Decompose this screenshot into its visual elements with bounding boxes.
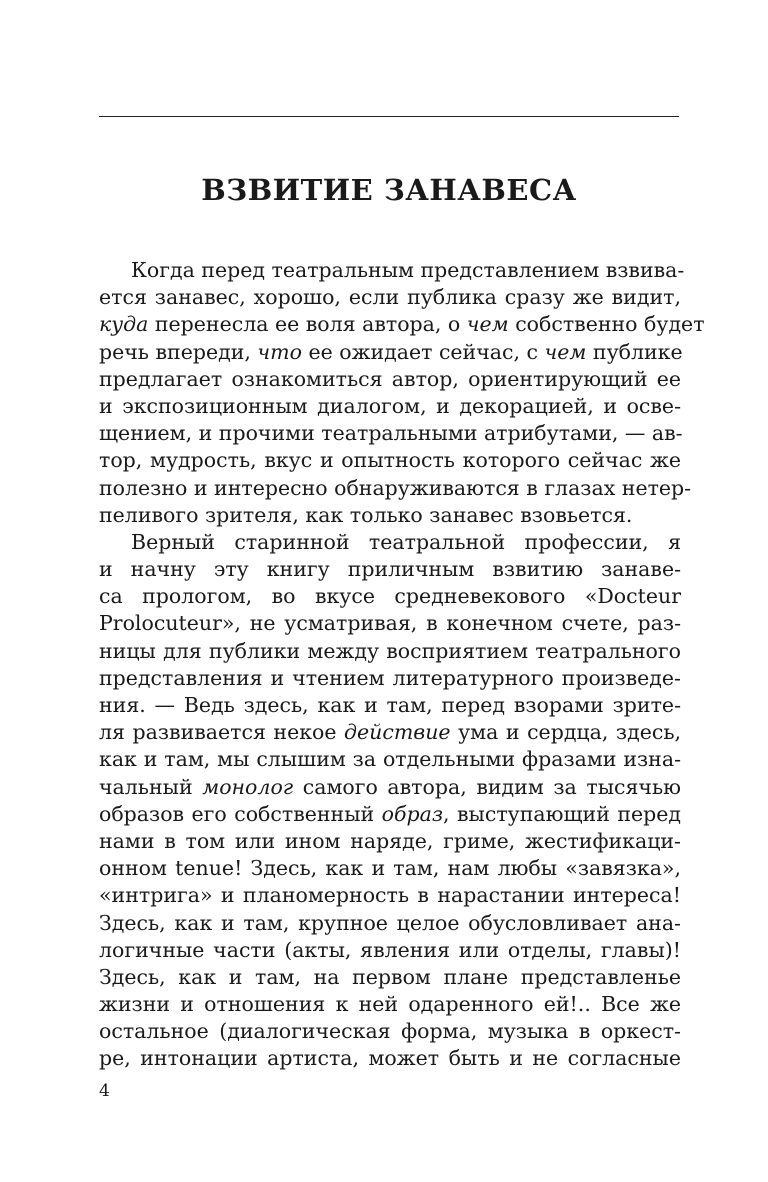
text-line: [99, 774, 681, 801]
text-line: [99, 855, 681, 882]
italic-word: куда: [99, 312, 149, 337]
header-rule: [99, 116, 679, 117]
text-segment: и экспозиционным диалогом, и декорацией, и осве-: [99, 393, 681, 418]
text-segment: публике: [586, 339, 683, 364]
text-segment: , выступающий перед: [443, 801, 681, 826]
text-segment: образов его собственный: [99, 801, 382, 826]
text-line: [99, 910, 681, 937]
text-segment: ля развивается некое: [99, 720, 345, 745]
text-segment: Когда перед театральным представлением взвива-: [131, 258, 685, 282]
text-line: [99, 638, 681, 665]
text-segment: Prolocuteur», не усматривая, в конечном счете, раз-: [99, 611, 681, 636]
chapter-title: ВЗВИТИЕ ЗАНАВЕСА: [201, 173, 577, 207]
italic-word: образ: [381, 801, 444, 826]
text-line: [99, 366, 681, 393]
text-segment: и начну эту книгу приличным взвитию занаве-: [99, 557, 681, 582]
text-line: [99, 1045, 681, 1072]
text-line: [99, 665, 681, 692]
text-segment: тор, мудрость, вкус и опытность которого сейчас же: [99, 448, 681, 473]
italic-word: действие: [344, 720, 451, 745]
text-segment: собственно будет: [508, 312, 705, 337]
text-line: [99, 991, 681, 1018]
text-segment: ре, интонации артиста, может быть и не согласные: [99, 1046, 681, 1071]
body-text: [99, 257, 705, 1073]
text-line: [99, 529, 681, 556]
text-segment: пеливого зрителя, как только занавес взовьется.: [99, 502, 633, 527]
text-line: [99, 420, 681, 447]
text-segment: самого автора, видим за тысячью: [293, 774, 681, 799]
text-line: [99, 610, 681, 637]
text-segment: щением, и прочими театральными атрибутами, — ав-: [99, 421, 683, 446]
text-segment: онном tenue! Здесь, как и там, нам любы «завязка»,: [99, 856, 681, 881]
text-segment: представления и чтением литературного произведе-: [99, 665, 681, 690]
text-segment: ее ожидает сейчас, с: [301, 339, 545, 364]
text-segment: нами в том или ином наряде, гриме, жестификаци-: [99, 828, 681, 853]
text-segment: предлагает ознакомиться автор, ориентирующий ее: [99, 366, 681, 391]
text-line: [99, 882, 681, 909]
italic-word: монолог: [202, 774, 294, 799]
text-segment: ума и сердца, здесь,: [450, 720, 681, 745]
text-line: [99, 257, 685, 284]
text-segment: ницы для публики между восприятием театрального: [99, 638, 681, 663]
text-line: [99, 393, 681, 420]
text-segment: остальное (диалогическая форма, музыка в оркест-: [99, 1019, 681, 1044]
text-segment: Здесь, как и там, на первом плане представленье: [99, 964, 681, 989]
italic-word: чем: [466, 312, 509, 337]
text-line: [99, 746, 681, 773]
text-segment: чальный: [99, 774, 203, 799]
text-segment: ния. — Ведь здесь, как и там, перед взорами зрите-: [99, 693, 681, 717]
italic-word: что: [257, 339, 302, 364]
text-line: [99, 339, 681, 366]
text-line: [99, 1018, 681, 1045]
page-number: 4: [99, 1081, 110, 1101]
text-line: [99, 828, 681, 855]
text-segment: перенесла ее воля автора, о: [148, 312, 467, 337]
text-line: [99, 801, 681, 828]
text-segment: Здесь, как и там, крупное целое обусловливает ана-: [99, 910, 681, 935]
italic-word: чем: [544, 339, 587, 364]
text-line: [99, 311, 705, 338]
text-segment: как и там, мы слышим за отдельными фразами изна-: [99, 747, 681, 772]
text-line: [99, 502, 681, 529]
text-segment: «интрига» и планомерность в нарастании интереса!: [99, 883, 681, 908]
text-segment: жизни и отношения к ней одаренного ей!.. Все же: [99, 992, 681, 1017]
text-line: [99, 447, 681, 474]
text-line: [99, 284, 681, 311]
text-line: [99, 692, 681, 719]
text-line: [99, 475, 692, 502]
text-line: [99, 937, 681, 964]
text-line: [99, 719, 681, 746]
text-line: [99, 964, 681, 991]
text-segment: полезно и интересно обнаруживаются в глазах нетер-: [99, 475, 692, 500]
text-segment: са прологом, во вкусе средневекового «Docteur: [99, 584, 681, 609]
text-line: [99, 556, 681, 583]
text-segment: логичные части (акты, явления или отделы, главы)!: [99, 937, 681, 962]
text-segment: речь впереди,: [99, 339, 258, 364]
text-segment: ется занавес, хорошо, если публика сразу же видит,: [99, 285, 681, 310]
text-line: [99, 583, 681, 610]
text-segment: Верный старинной театральной профессии, я: [131, 529, 681, 554]
